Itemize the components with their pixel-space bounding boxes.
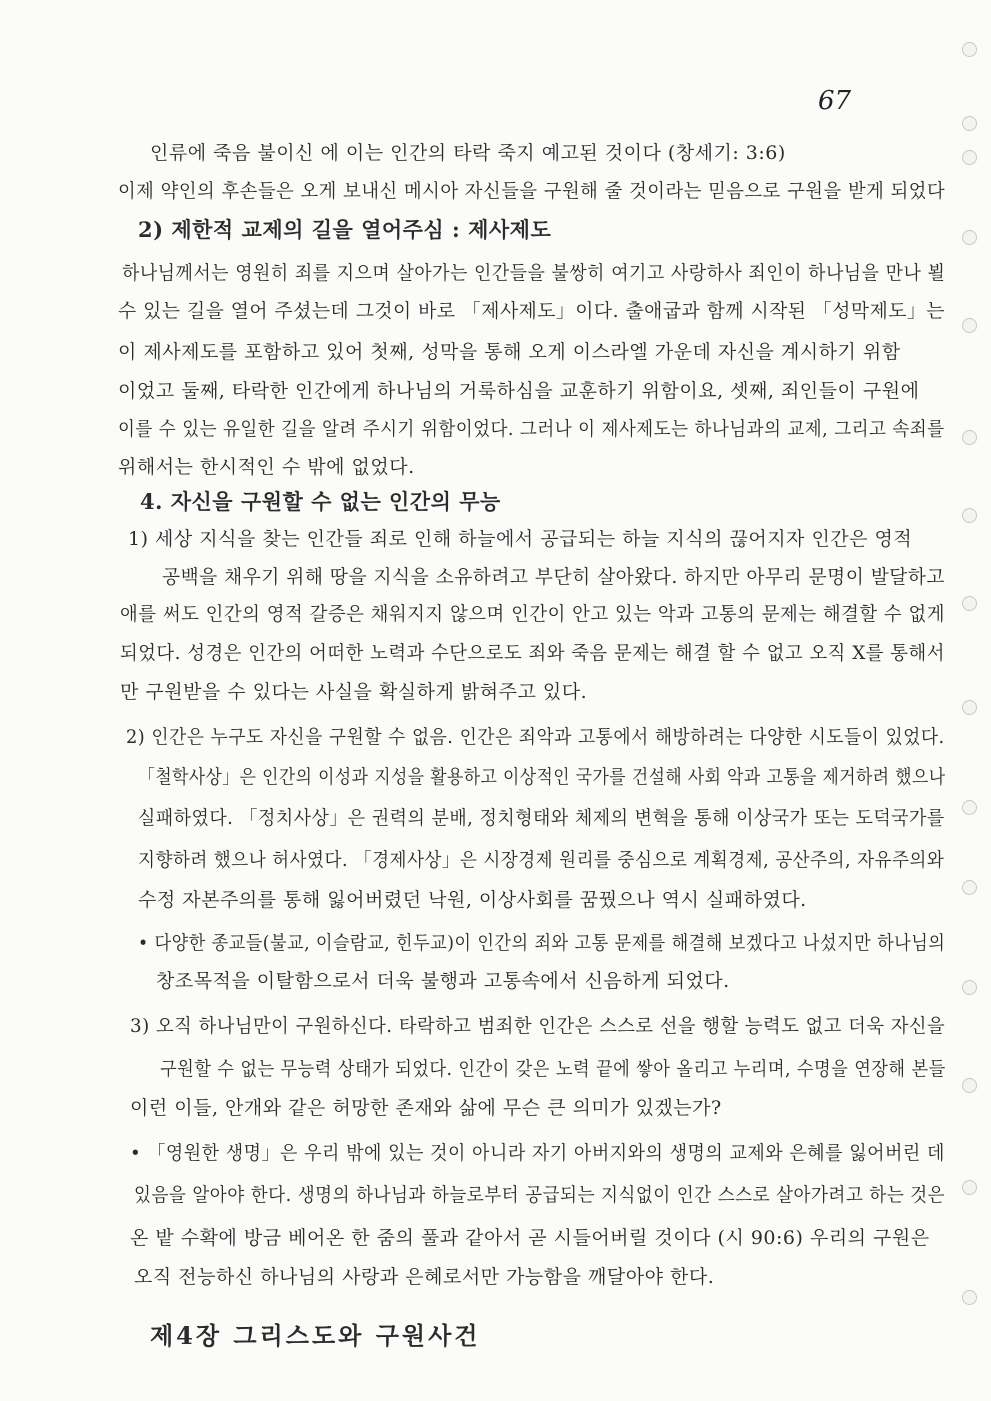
text-line-8: 이를 수 있는 유일한 길을 알려 주시기 위함이었다. 그러나 이 제사제도는 하나님과의 교제, 그리고 속죄를 (118, 418, 945, 440)
text-line-26: • 「영원한 생명」은 우리 밖에 있는 것이 아니라 자기 아버지와의 생명의 교제와 은혜를 잃어버린 데 (130, 1142, 945, 1164)
text-line-15: 만 구원받을 수 있다는 사실을 확실하게 밝혀주고 있다. (120, 681, 588, 703)
punch-hole (962, 700, 977, 715)
text-line-5: 수 있는 길을 열어 주셨는데 그것이 바로 「제사제도」이다. 출애굽과 함께 시작된 「성막제도」는 (118, 300, 945, 322)
text-line-23: 3) 오직 하나님만이 구원하신다. 타락하고 범죄한 인간은 스스로 선을 행할 능력도 없고 더욱 자신을 (130, 1015, 946, 1037)
section-heading-4: 4. 자신을 구원할 수 없는 인간의 무능 (140, 489, 501, 514)
text-line-7: 이었고 둘째, 타락한 인간에게 하나님의 거룩하심을 교훈하기 위함이요, 셋째, 죄인들이 구원에 (118, 380, 920, 402)
punch-hole (962, 318, 977, 333)
punch-hole (962, 880, 977, 895)
text-line-22: 창조목적을 이탈함으로서 더욱 불행과 고통속에서 신음하게 되었다. (156, 970, 730, 992)
text-line-9: 위해서는 한시적인 수 밖에 없었다. (118, 456, 415, 478)
text-line-17: 「철학사상」은 인간의 이성과 지성을 활용하고 이상적인 국가를 건설해 사회 악과 고통을 제거하려 했으나 (138, 766, 946, 788)
punch-hole (962, 430, 977, 445)
punch-hole (962, 1290, 977, 1305)
punch-hole (962, 508, 977, 523)
punch-hole (962, 980, 977, 995)
punch-hole (962, 596, 977, 611)
text-line-11: 1) 세상 지식을 찾는 인간들 죄로 인해 하늘에서 공급되는 하늘 지식의 끊어지자 인간은 영적 (128, 528, 913, 550)
text-line-4: 하나님께서는 영원히 죄를 지으며 살아가는 인간들을 불쌍히 여기고 사랑하사 죄인이 하나님을 만나 뵐 (122, 262, 946, 284)
text-line-27: 있음을 알아야 한다. 생명의 하나님과 하늘로부터 공급되는 지식없이 인간 스스로 살아가려고 하는 것은 (134, 1184, 946, 1206)
text-line-2: 이제 약인의 후손들은 오게 보내신 메시아 자신들을 구원해 줄 것이라는 믿음으로 구원을 받게 되었다 (118, 180, 946, 202)
punch-hole (962, 150, 977, 165)
text-line-13: 애를 써도 인간의 영적 갈증은 채워지지 않으며 인간이 안고 있는 악과 고통의 문제는 해결할 수 없게 (120, 603, 945, 625)
text-line-18: 실패하였다. 「정치사상」은 권력의 분배, 정치형태와 체제의 변혁을 통해 이상국가 또는 도덕국가를 (138, 807, 945, 829)
text-line-12: 공백을 채우기 위해 땅을 지식을 소유하려고 부단히 살아왔다. 하지만 아무리 문명이 발달하고 (162, 566, 946, 588)
page-number: 67 (818, 86, 852, 116)
text-line-21: • 다양한 종교들(불교, 이슬람교, 힌두교)이 인간의 죄와 고통 문제를 해결해 보겠다고 나섰지만 하나님의 (138, 932, 946, 954)
text-line-28: 온 밭 수확에 방금 베어온 한 줌의 풀과 같아서 곧 시들어버릴 것이다 (시 90:6) 우리의 구원은 (130, 1227, 930, 1249)
text-line-24: 구원할 수 없는 무능력 상태가 되었다. 인간이 갖은 노력 끝에 쌓아 올리고 누리며, 수명을 연장해 본들 (160, 1058, 946, 1080)
text-line-25: 이런 이들, 안개와 같은 허망한 존재와 삶에 무슨 큰 의미가 있겠는가? (130, 1097, 722, 1119)
punch-hole (962, 1078, 977, 1093)
text-line-19: 지향하려 했으나 허사였다. 「경제사상」은 시장경제 원리를 중심으로 계획경제, 공산주의, 자유주의와 (138, 849, 945, 871)
punch-hole (962, 800, 977, 815)
punch-hole (962, 1180, 977, 1195)
punch-hole (962, 116, 977, 131)
text-line-14: 되었다. 성경은 인간의 어떠한 노력과 수단으로도 죄와 죽음 문제는 해결 할 수 없고 오직 X를 통해서 (120, 642, 945, 664)
text-line-29: 오직 전능하신 하나님의 사랑과 은혜로서만 가능함을 깨달아야 한다. (134, 1266, 715, 1288)
punch-hole (962, 230, 977, 245)
text-line-20: 수정 자본주의를 통해 잃어버렸던 낙원, 이상사회를 꿈꿨으나 역시 실패하였다. (138, 889, 807, 911)
chapter-heading: 제4장 그리스도와 구원사건 (150, 1321, 481, 1350)
text-line-6: 이 제사제도를 포함하고 있어 첫째, 성막을 통해 오게 이스라엘 가운데 자신을 계시하기 위함 (118, 341, 901, 363)
text-line-16: 2) 인간은 누구도 자신을 구원할 수 없음. 인간은 죄악과 고통에서 해방하려는 다양한 시도들이 있었다. (126, 726, 945, 748)
binder-edge (951, 0, 991, 1401)
text-line-1: 인류에 죽음 불이신 에 이는 인간의 타락 죽지 예고된 것이다 (창세기: 3:6) (150, 142, 786, 164)
punch-hole (962, 42, 977, 57)
subheading-2: 2) 제한적 교제의 길을 열어주심 : 제사제도 (138, 217, 552, 242)
